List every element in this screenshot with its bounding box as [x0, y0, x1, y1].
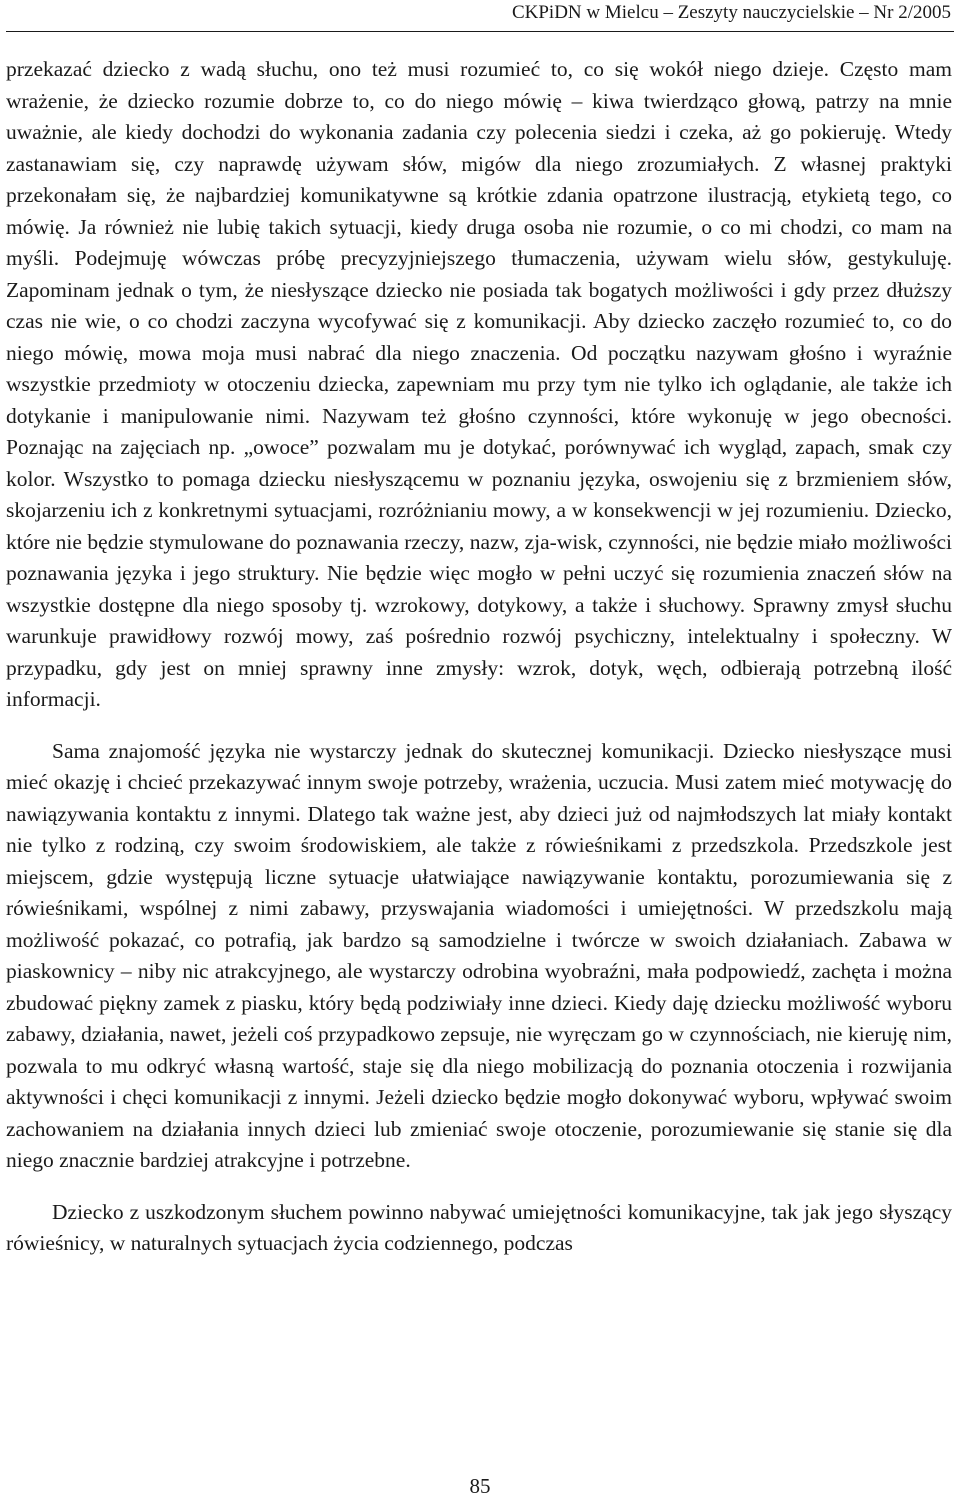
body-text	[6, 54, 952, 1260]
paragraph-continuation: przekazać dziecko z wadą słuchu, ono też musi rozumieć to, co się wokół niego dzieje. Często mam wrażenie, że dziecko rozumie dobrze to, co do niego mówię – kiwa twierdząco głową, patrzy na mnie uważnie, ale kiedy dochodzi do wykonania zadania czy polecenia siedzi i czeka, aż go pokieruję. Wtedy zastanawiam się, czy naprawdę używam słów, migów dla niego zrozumiałych. Z własnej praktyki przekonałam się, że najbardziej komunikatywne są krótkie zdania opatrzone ilustracją, etykietą tego, co mówię. Ja również nie lubię takich sytuacji, kiedy druga osoba nie rozumie, o co mi chodzi, co mam na myśli. Podejmuję wówczas próbę precyzyjniejszego tłumaczenia, używam wielu słów, gestykuluję. Zapominam jednak o tym, że niesłyszące dziecko nie posiada tak bogatych możliwości i gdy przez dłuższy czas nie wie, o co chodzi zaczyna wycofywać się z komunikacji. Aby dziecko zaczęło rozumieć to, co do niego mówię, mowa moja musi nabrać dla niego znaczenia. Od początku nazywam głośno i wyraźnie wszystkie przedmioty w otoczeniu dziecka, zapewniam mu przy tym nie tylko ich oglądanie, ale także ich dotykanie i manipulowanie nimi. Nazywam też głośno czynności, które wykonuję w jego obecności. Poznając na zajęciach np. „owoce” pozwalam mu je dotykać, porównywać ich wygląd, zapach, smak czy kolor. Wszystko to pomaga dziecku niesłyszącemu w poznaniu języka, oswojeniu się z brzmieniem słów, skojarzeniu ich z konkretnymi sytuacjami, rozróżnianiu mowy, a w konsekwencji w jej rozumieniu. Dziecko, które nie będzie stymulowane do poznawania rzeczy, nazw, zja-wisk, czynności, nie będzie miało możliwości poznawania języka i jego struktury. Nie będzie więc mogło w pełni uczyć się rozumienia znaczeń słów na wszystkie dostępne dla niego sposoby tj. wzrokowy, dotykowy, a także i słuchowy. Sprawny zmysł słuchu warunkuje prawidłowy rozwój mowy, zaś pośrednio rozwój psychiczny, intelektualny i społeczny. W przypadku, gdy jest on mniej sprawny inne zmysły: wzrok, dotyk, węch, odbierają potrzebną ilość informacji.	[6, 57, 952, 711]
paragraph-communication: Sama znajomość języka nie wystarczy jednak do skutecznej komunikacji. Dziecko niesłyszące musi mieć okazję i chcieć przekazywać innym swoje potrzeby, wrażenia, uczucia. Musi zatem mieć motywację do nawiązywania kontaktu z innymi. Dlatego tak ważne jest, aby dzieci już od najmłodszych lat miały kontakt nie tylko z rodziną, czy swoim środowiskiem, ale także z rówieśnikami z przedszkola. Przedszkole jest miejscem, gdzie występują liczne sytuacje ułatwiające nawiązywanie kontaktu, porozumiewania się z rówieśnikami, wspólnej z nimi zabawy, przyswajania wiadomości i umiejętności. W przedszkolu mają możliwość pokazać, co potrafią, jak bardzo są samodzielne i twórcze w swoich działaniach. Zabawa w piaskownicy – niby nic atrakcyjnego, ale wystarczy odrobina wyobraźni, mała podpowiedź, zachęta i można zbudować piękny zamek z piasku, który będą podziwiały inne dzieci. Kiedy daję dziecku możliwość wyboru zabawy, działania, nawet, jeżeli coś przypadkowo zepsuje, nie wyręczam go w czynnościach, nie kieruję nim, pozwala to mu odkryć własną wartość, staje się dla niego mobilizacją do poznania otoczenia i rozwijania aktywności i chęci komunikacji z innymi. Jeżeli dziecko będzie mogło dokonywać wyboru, wpływać swoim zachowaniem na działania innych dzieci lub zmieniać swoje otoczenie, porozumiewanie się stanie się dla niego znacznie bardziej atrakcyjne i potrzebne.	[6, 738, 952, 1172]
running-header: CKPiDN w Mielcu – Zeszyty nauczycielskie – Nr 2/2005	[511, 2, 951, 23]
header-divider	[6, 31, 954, 32]
paragraph-communication-skills: Dziecko z uszkodzonym słuchem powinno nabywać umiejętności komunikacyjne, tak jak jego słyszący rówieśnicy, w naturalnych sytuacjach życia codziennego, podczas	[6, 1199, 952, 1255]
page-number: 85	[469, 1474, 491, 1498]
